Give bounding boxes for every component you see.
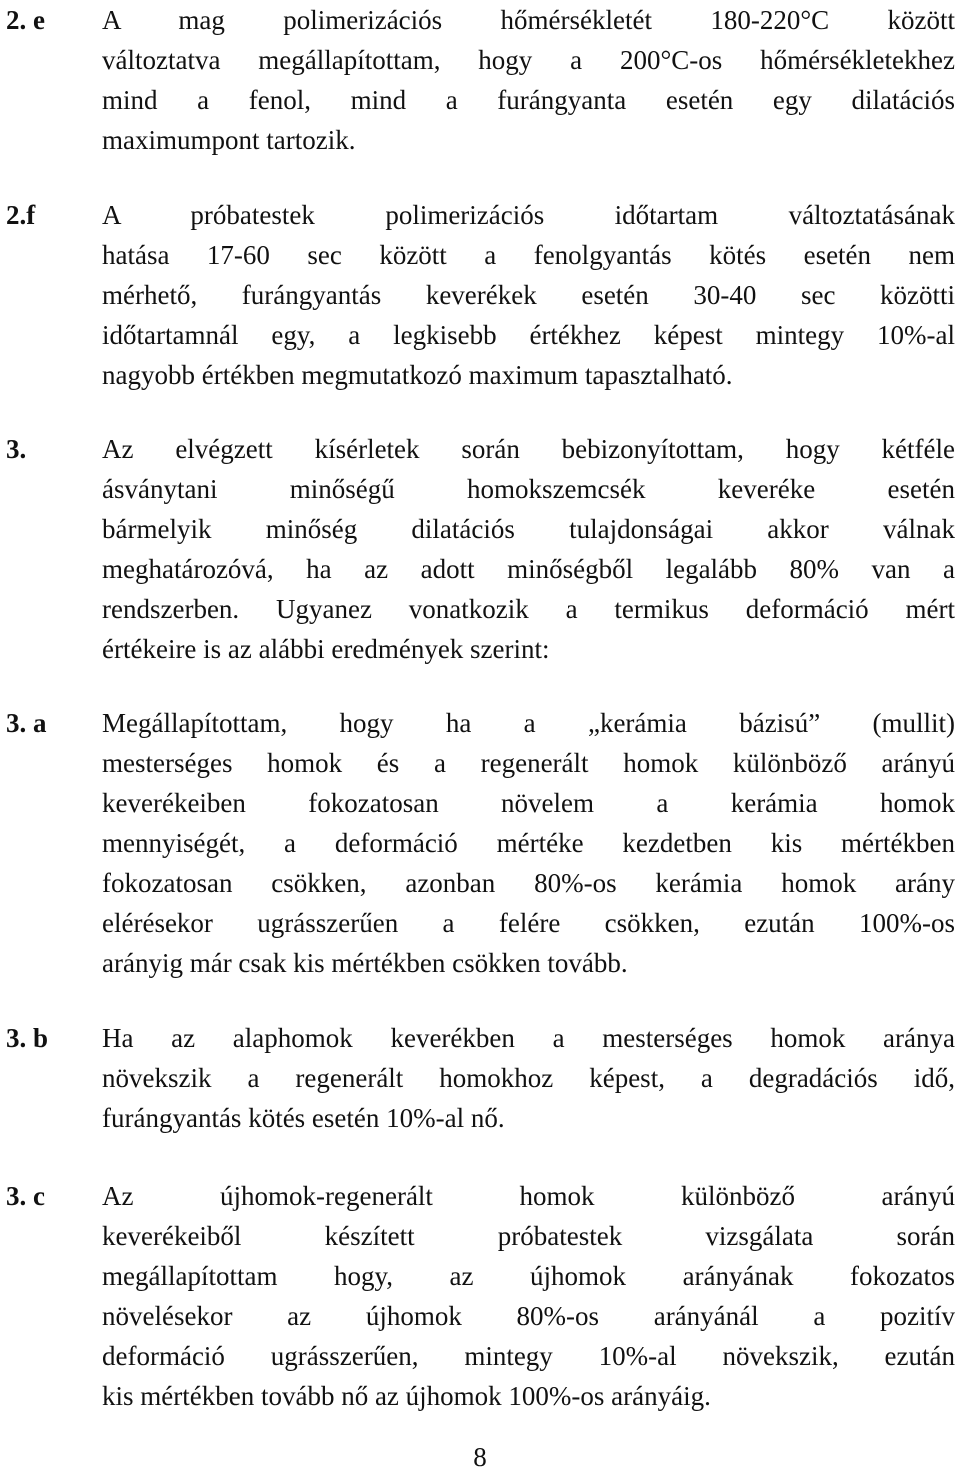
text-line: arányig már csak kis mértékben csökken tovább. <box>102 948 628 978</box>
text-line: hatása 17-60 sec között a fenolgyantás kötés esetén nem <box>102 240 955 270</box>
text-line: elérésekor ugrásszerűen a felére csökken, ezután 100%-os <box>102 908 955 938</box>
section-label: 2.f <box>6 200 36 230</box>
text-line: Az újhomok-regenerált homok különböző arányú <box>102 1181 955 1211</box>
text-line: keverékeiben fokozatosan növelem a kerámia homok <box>102 788 955 818</box>
text-line: kis mértékben tovább nő az újhomok 100%-os arányáig. <box>102 1381 711 1411</box>
text-line: A próbatestek polimerizációs időtartam változtatásának <box>102 200 955 230</box>
section-label: 2. e <box>6 5 45 35</box>
text-line: nagyobb értékben megmutatkozó maximum tapasztalható. <box>102 360 733 390</box>
section-text <box>102 1018 955 1138</box>
text-line: fokozatosan csökken, azonban 80%-os kerámia homok arány <box>102 868 955 898</box>
text-line: növelésekor az újhomok 80%-os arányánál a pozitív <box>102 1301 955 1331</box>
section-text <box>102 1176 955 1416</box>
text-line: Megállapítottam, hogy ha a „kerámia bázisú” (mullit) <box>102 708 955 738</box>
text-line: mesterséges homok és a regenerált homok különböző arányú <box>102 748 955 778</box>
text-line: értékeire is az alábbi eredmények szerint: <box>102 634 550 664</box>
text-line: A mag polimerizációs hőmérsékletét 180-220°C között <box>102 5 955 35</box>
text-line: mennyiségét, a deformáció mértéke kezdetben kis mértékben <box>102 828 955 858</box>
text-line: meghatározóvá, ha az adott minőségből legalább 80% van a <box>102 554 955 584</box>
text-line: változtatva megállapítottam, hogy a 200°C-os hőmérsékletekhez <box>102 45 955 75</box>
section-text <box>102 703 955 983</box>
text-line: megállapítottam hogy, az újhomok arányának fokozatos <box>102 1261 955 1291</box>
text-line: rendszerben. Ugyanez vonatkozik a termikus deformáció mért <box>102 594 955 624</box>
text-line: bármelyik minőség dilatációs tulajdonságai akkor válnak <box>102 514 955 544</box>
text-line: időtartamnál egy, a legkisebb értékhez képest mintegy 10%-al <box>102 320 955 350</box>
page-number: 8 <box>473 1442 487 1472</box>
section-text <box>102 195 955 395</box>
section-label: 3. a <box>6 708 47 738</box>
section-label: 3. c <box>6 1181 45 1211</box>
text-line: furángyantás kötés esetén 10%-al nő. <box>102 1103 505 1133</box>
text-line: mérhető, furángyantás keverékek esetén 30-40 sec közötti <box>102 280 955 310</box>
section-text <box>102 0 955 160</box>
text-line: mind a fenol, mind a furángyanta esetén egy dilatációs <box>102 85 955 115</box>
text-line: ásványtani minőségű homokszemcsék keveréke esetén <box>102 474 955 504</box>
text-line: Ha az alaphomok keverékben a mesterséges homok aránya <box>102 1023 955 1053</box>
section-text <box>102 429 955 669</box>
text-line: keverékeiből készített próbatestek vizsgálata során <box>102 1221 955 1251</box>
section-label: 3. <box>6 434 27 464</box>
text-line: deformáció ugrásszerűen, mintegy 10%-al növekszik, ezután <box>102 1341 955 1371</box>
text-line: Az elvégzett kísérletek során bebizonyítottam, hogy kétféle <box>102 434 955 464</box>
text-line: maximumpont tartozik. <box>102 125 356 155</box>
section-label: 3. b <box>6 1023 49 1053</box>
text-line: növekszik a regenerált homokhoz képest, a degradációs idő, <box>102 1063 955 1093</box>
